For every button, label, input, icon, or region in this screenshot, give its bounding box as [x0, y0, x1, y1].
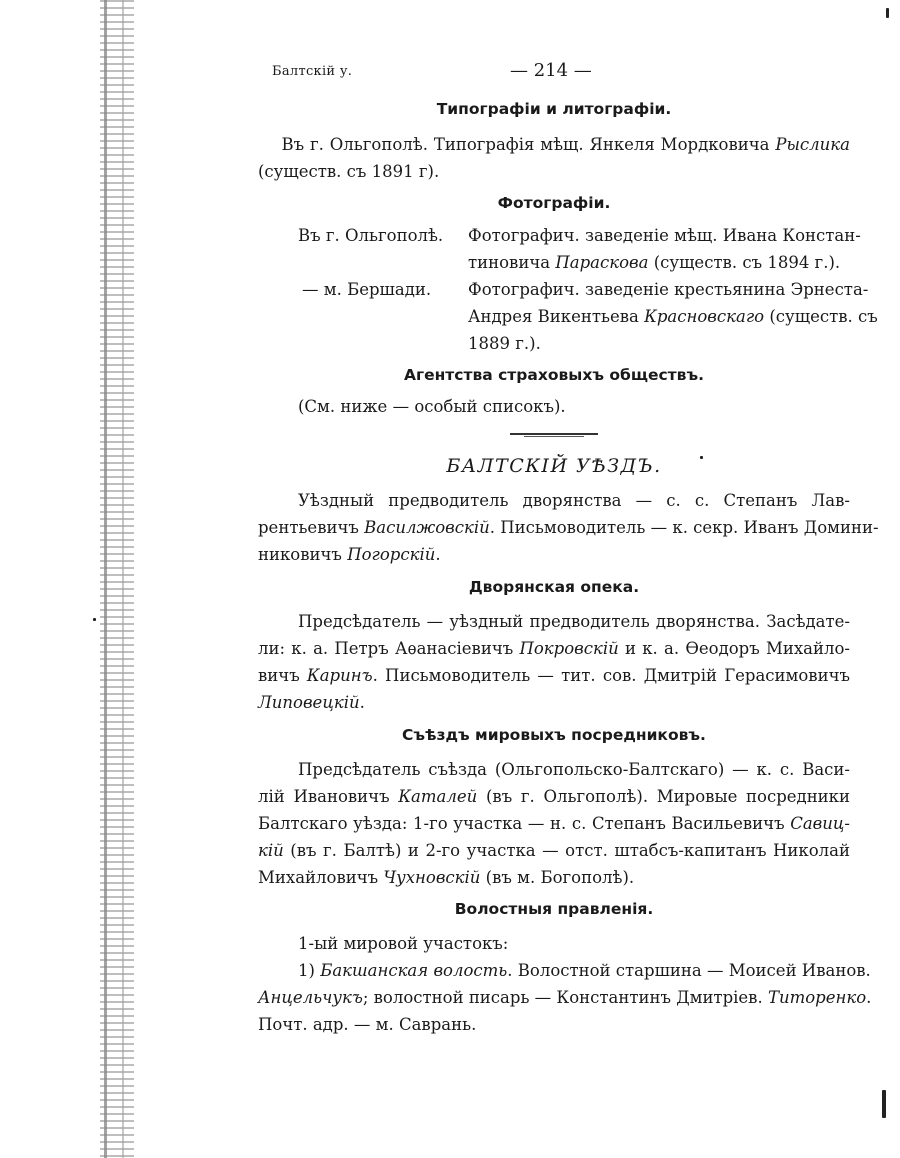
- name-italic: Бакшанская волость: [320, 961, 508, 980]
- volost-line-4: [258, 1011, 850, 1039]
- text-span: Предсѣдатель съѣзда (Ольгопольско-Балтскаго) — к. с. Васи-: [298, 760, 850, 779]
- section-heading-printing: Типографіи и литографіи.: [436, 100, 672, 118]
- text-span: (существ. съ 1894 г.).: [648, 253, 841, 272]
- name-italic: Липовецкій: [258, 693, 360, 712]
- text-span: и к. а. Ѳеодоръ Михайло-: [618, 639, 851, 658]
- congress-line-4: [258, 837, 850, 865]
- guardianship-line-3: [258, 662, 850, 690]
- printing-line-1: [258, 131, 850, 159]
- text-span: Фотографич. заведеніе мѣщ. Ивана Констан-: [468, 226, 861, 245]
- name-italic: Параскова: [555, 253, 649, 272]
- text-span: Предсѣдатель — уѣздный предводитель дворянства. Засѣдате-: [298, 612, 850, 631]
- text-span: (въ г. Ольгополѣ). Мировые посредники: [477, 787, 850, 806]
- photo-entry-1-line-1: [258, 222, 861, 250]
- section-heading-photo: Фотографіи.: [497, 194, 611, 212]
- section-heading-congress: Съѣздъ мировыхъ посредниковъ.: [402, 726, 706, 744]
- text-span: . Волостной старшина — Моисей Иванов.: [507, 961, 871, 980]
- district-line-3: [258, 541, 850, 569]
- congress-line-2: [258, 783, 850, 811]
- name-italic: Покровскій: [519, 639, 619, 658]
- guardianship-line-4: [258, 689, 850, 717]
- name-italic: Каталей: [398, 787, 478, 806]
- name-italic: Рыслика: [775, 135, 850, 154]
- name-italic: кій: [258, 841, 284, 860]
- name-italic: Савиц-: [790, 814, 850, 833]
- text-span: .: [866, 988, 872, 1007]
- text-span: (въ м. Богополѣ).: [480, 868, 635, 887]
- congress-line-3: [258, 810, 850, 838]
- text-span: никовичъ: [258, 545, 348, 564]
- volost-line-2: [258, 957, 871, 985]
- text-span: Фотографич. заведеніе крестьянина Эрнеста-: [468, 280, 869, 299]
- text-span: Михайловичъ: [258, 868, 384, 887]
- text-span: Уѣздный предводитель дворянства — с. с. Степанъ Лав-: [298, 491, 850, 510]
- name-italic: Каринъ: [306, 666, 373, 685]
- text-span: лій Ивановичъ: [258, 787, 399, 806]
- section-heading-insurance: Агентства страховыхъ обществъ.: [403, 366, 704, 384]
- name-italic: Титоренко: [767, 988, 867, 1007]
- page-binding-edge: [100, 0, 134, 1158]
- text-span: (существ. съ: [764, 307, 878, 326]
- photo-entry-2-line-1: [258, 276, 869, 304]
- text-span: Андрея Викентьева: [468, 307, 645, 326]
- text-span: .: [359, 693, 365, 712]
- page-number: — 214 —: [510, 60, 592, 81]
- district-title: БАЛТСКІЙ УѢЗДЪ.: [446, 455, 662, 477]
- text-span: ли: к. а. Петръ Аѳанасіевичъ: [258, 639, 520, 658]
- guardianship-line-1: [258, 608, 850, 636]
- text-span: 1889 г.).: [468, 334, 541, 353]
- text-span: (См. ниже — особый списокъ).: [298, 397, 566, 416]
- district-line-1: [258, 487, 850, 515]
- text-span: (въ г. Балтѣ) и 2-го участка — отст. штабсъ-капитанъ Николай: [283, 841, 850, 860]
- insurance-line-1: [258, 393, 850, 421]
- photo-entry-2-line-3: [258, 330, 850, 358]
- name-italic: Василжовскій: [364, 518, 490, 537]
- name-italic: Анцельчукъ: [258, 988, 363, 1007]
- section-divider-rule: [510, 431, 598, 439]
- text-span: ; волостной писарь — Константинъ Дмитріев.: [362, 988, 768, 1007]
- scan-speck: [882, 1090, 886, 1118]
- name-italic: Погорскій: [347, 545, 436, 564]
- photo-entry-2-line-2: [258, 303, 878, 331]
- text-span: тиновича: [468, 253, 556, 272]
- printing-line-2: [258, 158, 850, 186]
- volost-line-1: [258, 930, 850, 958]
- text-span: . Письмоводитель — к. секр. Иванъ Домини-: [489, 518, 879, 537]
- text-span: Почт. адр. — м. Саврань.: [258, 1015, 477, 1034]
- congress-line-5: [258, 864, 850, 892]
- name-italic: Чухновскій: [383, 868, 481, 887]
- text-span: (существ. съ 1891 г).: [258, 162, 440, 181]
- section-heading-volost: Волостныя правленія.: [454, 900, 654, 918]
- guardianship-line-2: [258, 635, 850, 663]
- running-head: Балтскій у.: [272, 64, 353, 79]
- text-span: . Письмоводитель — тит. сов. Дмитрій Герасимовичъ: [372, 666, 850, 685]
- scan-speck: [93, 618, 96, 621]
- name-italic: Красновскаго: [644, 307, 765, 326]
- text-span: Балтскаго уѣзда: 1-го участка — н. с. Степанъ Васильевичъ: [258, 814, 791, 833]
- district-line-2: [258, 514, 879, 542]
- text-span: 1): [298, 961, 321, 980]
- text-span: 1-ый мировой участокъ:: [298, 934, 509, 953]
- photo-place: Въ г. Ольгополѣ.: [298, 226, 444, 245]
- volost-line-3: [258, 984, 872, 1012]
- text-span: Въ г. Ольгополѣ. Типографія мѣщ. Янкеля Мордковича: [281, 135, 776, 154]
- text-span: .: [435, 545, 441, 564]
- photo-place: — м. Бершади.: [302, 280, 432, 299]
- section-heading-guardianship: Дворянская опека.: [468, 578, 640, 596]
- text-span: вичъ: [258, 666, 307, 685]
- text-span: рентьевичъ: [258, 518, 365, 537]
- congress-line-1: [258, 756, 850, 784]
- photo-entry-1-line-2: [258, 249, 850, 277]
- scan-speck: [886, 8, 889, 18]
